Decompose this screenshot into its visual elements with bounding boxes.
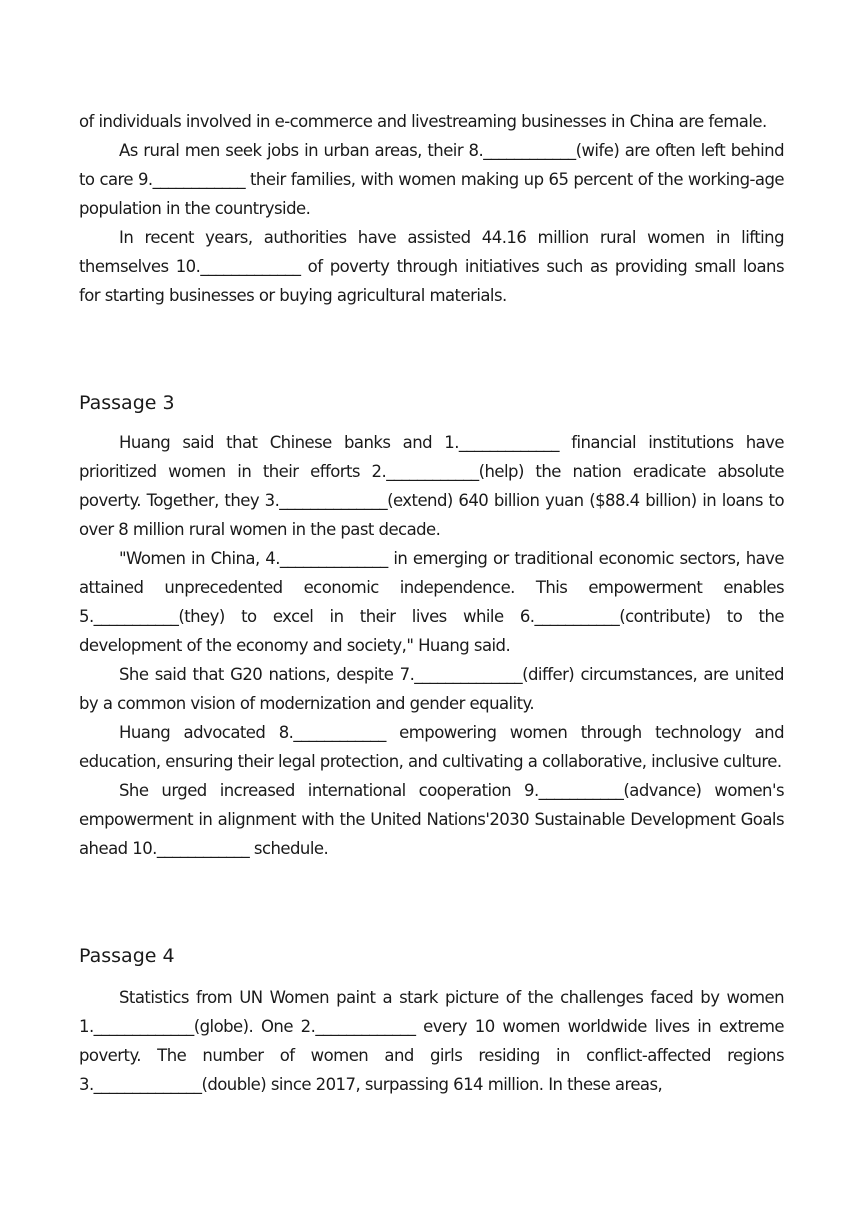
paragraph: of individuals involved in e-commerce and livestreaming businesses in China are female. <box>79 112 767 131</box>
paragraph: She urged increased international cooperation 9.___________(advance) women's empowerment in alignment with the United Nations'2030 Sustainable Development Goals ahead 10.____________ schedule. <box>79 781 784 858</box>
paragraph: "Women in China, 4.______________ in emerging or traditional economic sectors, have attained unprecedented economic independence. This empowerment enables 5.___________(they) to excel in their lives while 6.___________(contribute) to the development of the economy and society," Huang said. <box>79 549 784 655</box>
paragraph: As rural men seek jobs in urban areas, their 8.____________(wife) are often left behind to care 9.____________ their families, with women making up 65 percent of the working-age population in the countryside. <box>79 141 784 218</box>
paragraph: Huang said that Chinese banks and 1._____________ financial institutions have prioritized women in their efforts 2.____________(help) the nation eradicate absolute poverty. Together, they 3.______________(extend) 640 billion yuan ($88.4 billion) in loans to over 8 million rural women in the past decade. <box>79 433 784 539</box>
paragraph: Statistics from UN Women paint a stark picture of the challenges faced by women 1._____________(globe). One 2._____________ every 10 women worldwide lives in extreme poverty. The number of women and girls residing in conflict-affected regions 3.______________(double) since 2017, surpassing 614 million. In these areas, <box>79 988 784 1094</box>
passage3-heading: Passage 3 <box>79 392 175 414</box>
paragraph: In recent years, authorities have assisted 44.16 million rural women in lifting themselves 10._____________ of poverty through initiatives such as providing small loans for starting businesses or buying agricultural materials. <box>79 228 784 305</box>
passage3-body <box>79 428 784 863</box>
passage4-heading: Passage 4 <box>79 945 175 967</box>
paragraph: Huang advocated 8.____________ empowering women through technology and education, ensuring their legal protection, and cultivating a collaborative, inclusive culture. <box>79 723 784 771</box>
paragraph: She said that G20 nations, despite 7.______________(differ) circumstances, are united by a common vision of modernization and gender equality. <box>79 665 784 713</box>
passage4-body <box>79 983 784 1099</box>
passage2-tail <box>79 107 784 310</box>
